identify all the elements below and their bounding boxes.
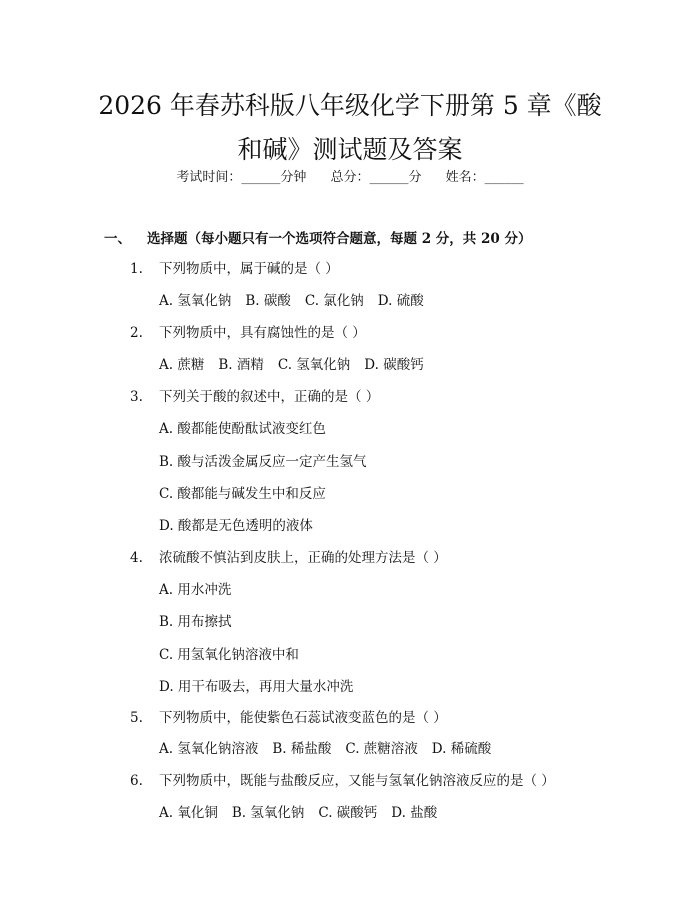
- question-number: 5.: [130, 710, 143, 726]
- question-3-option-b: B. 酸与活泼金属反应一定产生氢气: [159, 454, 367, 470]
- question-4-option-b: B. 用布擦拭: [159, 614, 232, 630]
- question-6-options: [159, 803, 451, 823]
- option-d: D. 稀硫酸: [431, 741, 492, 757]
- option-c: C. 氯化钠: [304, 293, 364, 309]
- question-number: 1.: [130, 261, 143, 277]
- question-text: 下列关于酸的叙述中，正确的是（ ）: [159, 389, 380, 405]
- option-b: B. 酒精: [218, 357, 264, 373]
- question-3: [130, 387, 379, 407]
- question-4-option-c: C. 用氢氧化钠溶液中和: [159, 647, 299, 663]
- option-b: B. 稀盐酸: [272, 741, 332, 757]
- question-4-option-d: D. 用干布吸去，再用大量水冲洗: [159, 679, 354, 695]
- question-text: 下列物质中，能使紫色石蕊试液变蓝色的是（ ）: [159, 710, 447, 726]
- question-number: 3.: [130, 389, 143, 405]
- option-d: D. 盐酸: [391, 805, 438, 821]
- question-4: [130, 548, 447, 568]
- question-5: [130, 708, 447, 728]
- question-2-options: [159, 355, 438, 375]
- option-d: D. 碳酸钙: [364, 357, 424, 373]
- option-d: D. 硫酸: [377, 293, 424, 309]
- question-4-option-a: A. 用水冲洗: [159, 582, 232, 598]
- option-a: A. 蔗糖: [159, 357, 205, 373]
- option-b: B. 氢氧化钠: [231, 805, 305, 821]
- total-score-field: 总分：______分: [330, 170, 422, 185]
- option-a: A. 氧化铜: [159, 805, 218, 821]
- question-2: [130, 323, 366, 343]
- student-name-field: 姓名：______: [445, 170, 524, 185]
- question-number: 6.: [130, 773, 143, 789]
- question-text: 下列物质中，既能与盐酸反应，又能与氢氧化钠溶液反应的是（ ）: [159, 773, 555, 789]
- question-text: 下列物质中，具有腐蚀性的是（ ）: [159, 325, 366, 341]
- section-number: 一、: [104, 231, 131, 247]
- option-c: C. 氢氧化钠: [277, 357, 351, 373]
- question-number: 4.: [130, 550, 143, 566]
- option-b: B. 碳酸: [245, 293, 291, 309]
- section-heading-multiple-choice: [104, 229, 531, 249]
- option-c: C. 碳酸钙: [318, 805, 378, 821]
- exam-info-line: [0, 168, 700, 188]
- option-c: C. 蔗糖溶液: [345, 741, 418, 757]
- document-title: [60, 84, 640, 172]
- question-1-options: [159, 291, 438, 311]
- question-3-option-c: C. 酸都能与碱发生中和反应: [159, 486, 326, 502]
- question-6: [130, 771, 555, 791]
- question-5-options: [159, 739, 505, 759]
- question-text: 浓硫酸不慎沾到皮肤上，正确的处理方法是（ ）: [159, 550, 447, 566]
- question-3-option-d: D. 酸都是无色透明的液体: [159, 518, 313, 534]
- title-line-1: 2026 年春苏科版八年级化学下册第 5 章《酸: [98, 91, 602, 120]
- option-a: A. 氢氧化钠: [159, 293, 232, 309]
- option-a: A. 氢氧化钠溶液: [159, 741, 259, 757]
- question-1: [130, 259, 339, 279]
- question-number: 2.: [130, 325, 143, 341]
- question-text: 下列物质中，属于碱的是（ ）: [159, 261, 339, 277]
- section-title: 选择题（每小题只有一个选项符合题意，每题 2 分，共 20 分）: [147, 231, 532, 247]
- exam-time-field: 考试时间：______分钟: [176, 170, 307, 185]
- title-line-2: 和碱》测试题及答案: [237, 135, 463, 164]
- question-3-option-a: A. 酸都能使酚酞试液变红色: [159, 421, 326, 437]
